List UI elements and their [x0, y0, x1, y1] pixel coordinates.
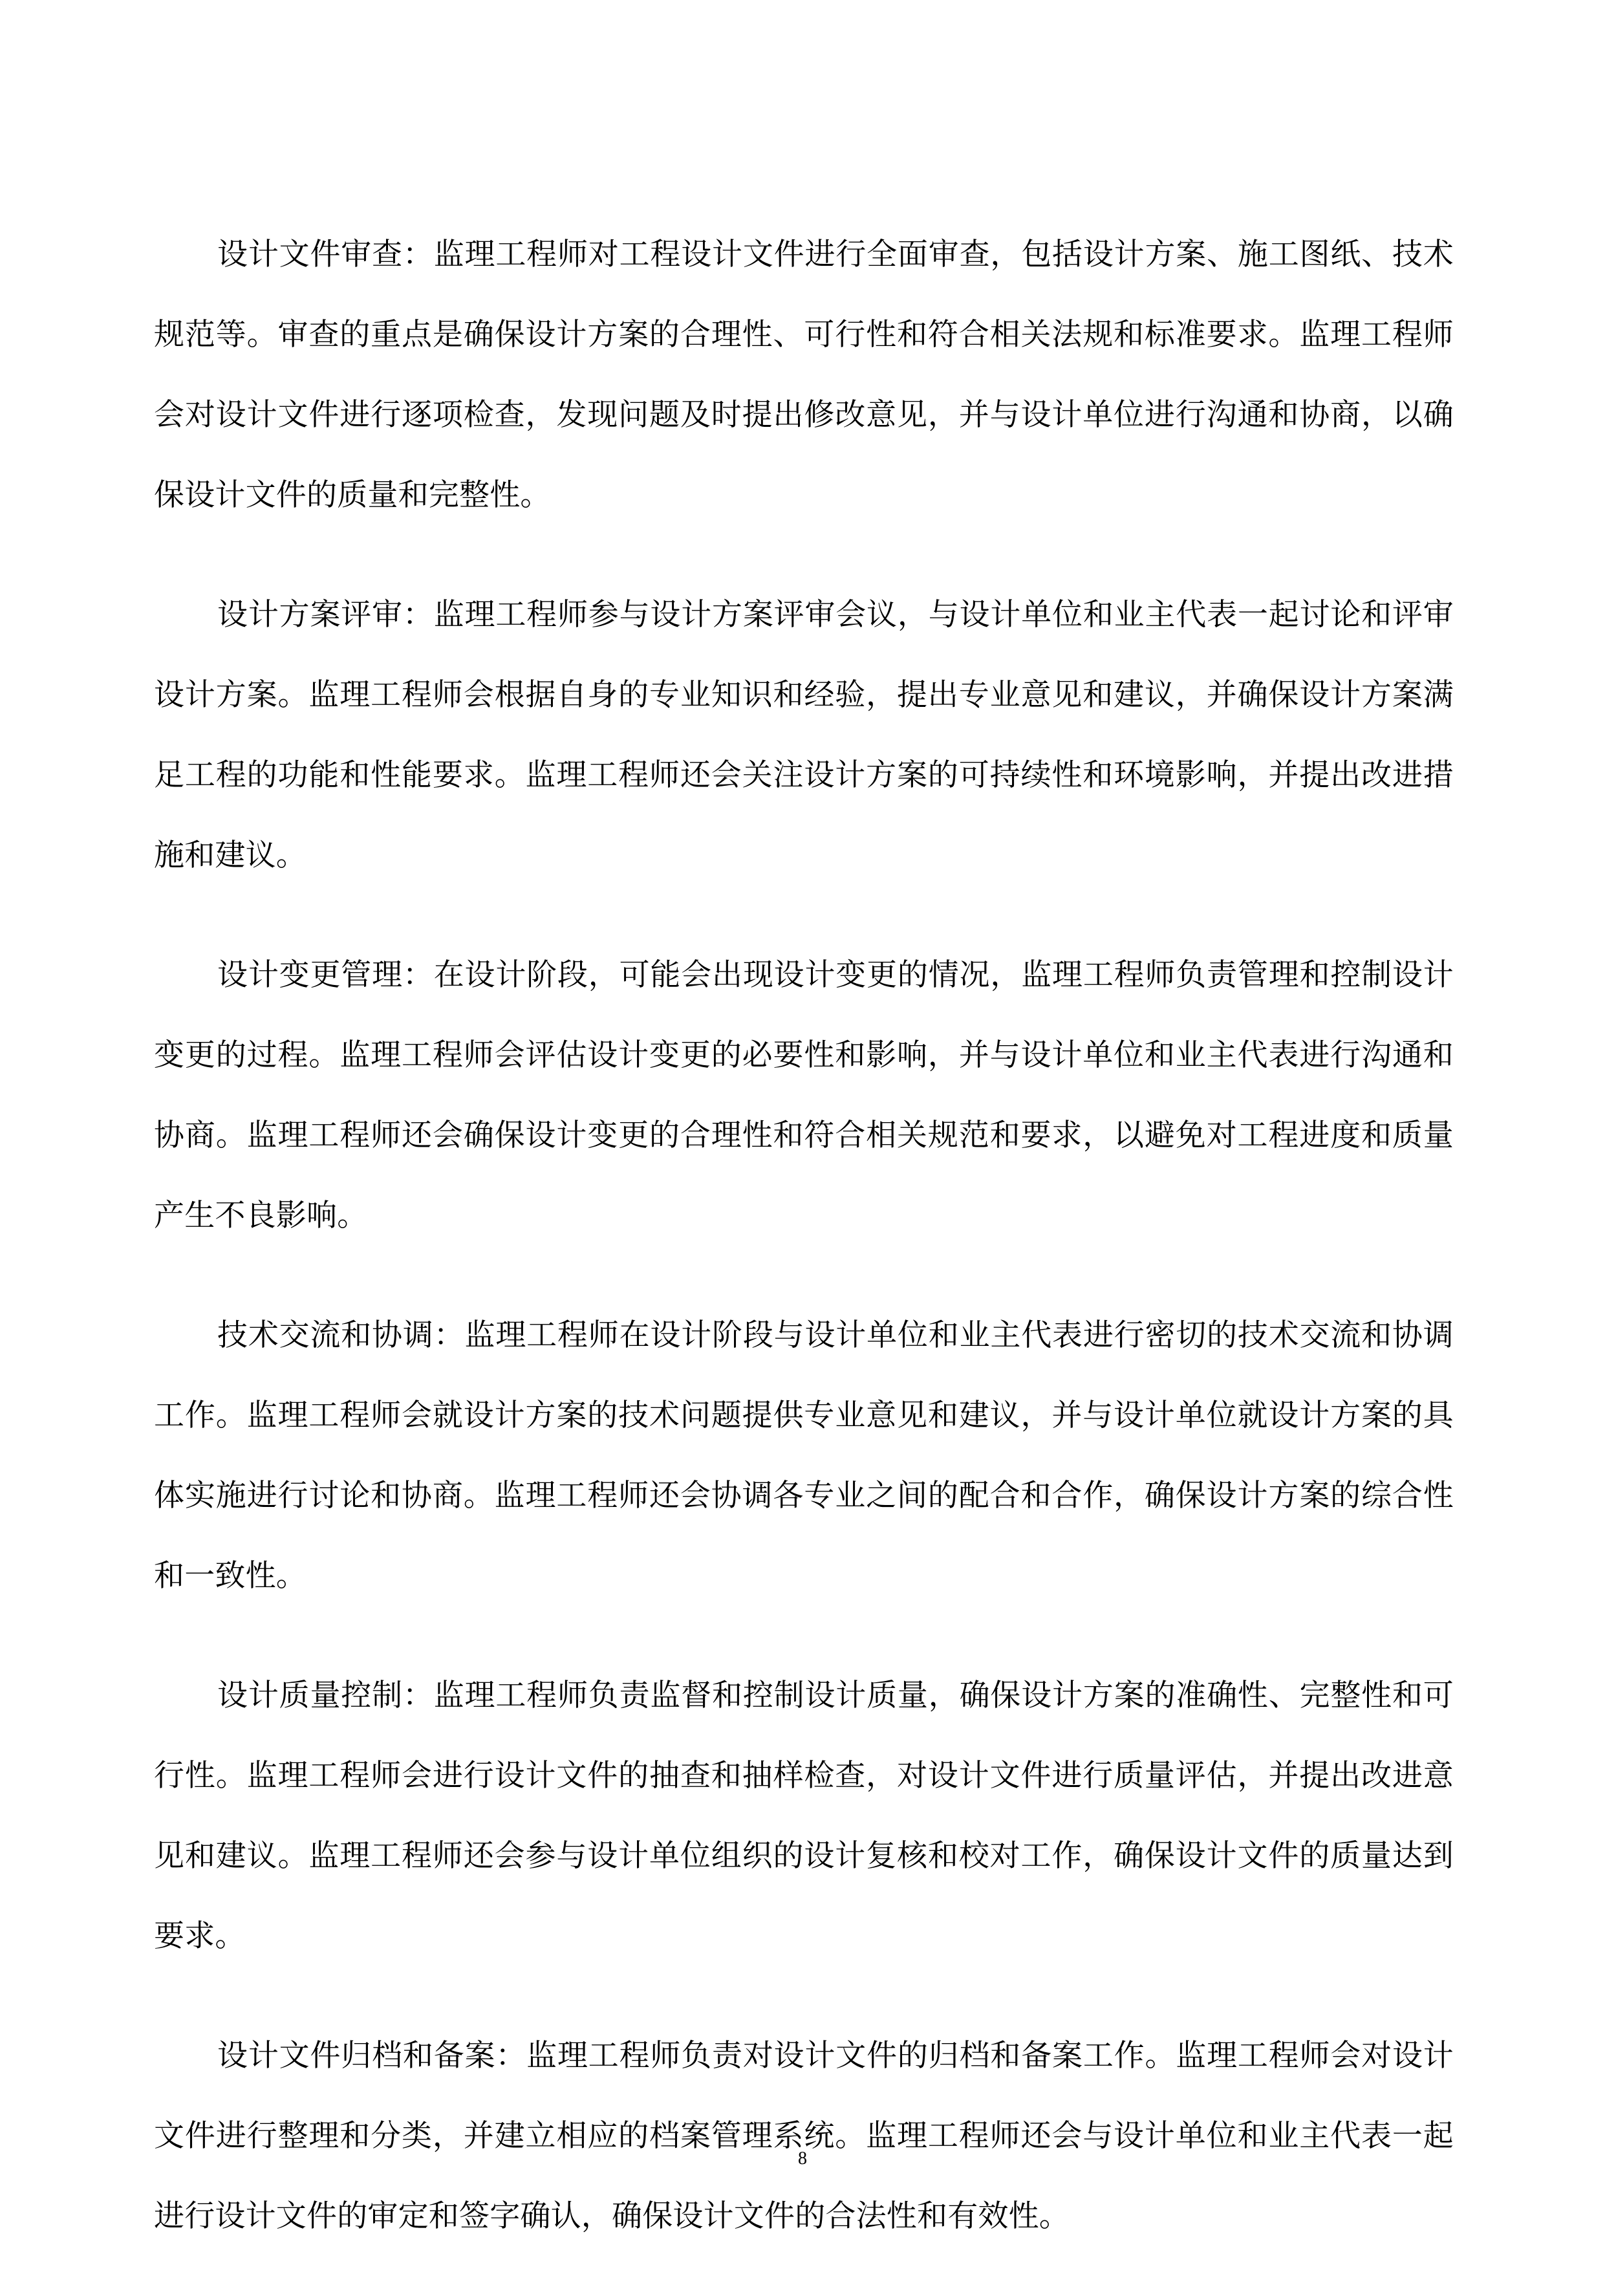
- paragraph-design-document-archiving: 设计文件归档和备案：监理工程师负责对设计文件的归档和备案工作。监理工程师会对设计文件进行整理和分类，并建立相应的档案管理系统。监理工程师还会与设计单位和业主代表一起进行设计文件的审定和签字确认，确保设计文件的合法性和有效性。: [154, 2038, 1454, 2234]
- paragraph-technical-communication: 技术交流和协调：监理工程师在设计阶段与设计单位和业主代表进行密切的技术交流和协调工作。监理工程师会就设计方案的技术问题提供专业意见和建议，并与设计单位就设计方案的具体实施进行讨论和协商。监理工程师还会协调各专业之间的配合和合作，确保设计方案的综合性和一致性。: [154, 1317, 1454, 1594]
- paragraph-design-quality-control: 设计质量控制：监理工程师负责监督和控制设计质量，确保设计方案的准确性、完整性和可行性。监理工程师会进行设计文件的抽查和抽样检查，对设计文件进行质量评估，并提出改进意见和建议。监理工程师还会参与设计单位组织的设计复核和校对工作，确保设计文件的质量达到要求。: [154, 1678, 1454, 1954]
- paragraph-design-scheme-evaluation: 设计方案评审：监理工程师参与设计方案评审会议，与设计单位和业主代表一起讨论和评审设计方案。监理工程师会根据自身的专业知识和经验，提出专业意见和建议，并确保设计方案满足工程的功能和性能要求。监理工程师还会关注设计方案的可持续性和环境影响，并提出改进措施和建议。: [154, 597, 1454, 873]
- paragraph-design-document-review: 设计文件审查：监理工程师对工程设计文件进行全面审查，包括设计方案、施工图纸、技术规范等。审查的重点是确保设计方案的合理性、可行性和符合相关法规和标准要求。监理工程师会对设计文件进行逐项检查，发现问题及时提出修改意见，并与设计单位进行沟通和协商，以确保设计文件的质量和完整性。: [154, 237, 1454, 513]
- document-body: [154, 215, 1454, 2296]
- page-number: 8: [798, 2149, 807, 2169]
- paragraph-design-change-management: 设计变更管理：在设计阶段，可能会出现设计变更的情况，监理工程师负责管理和控制设计变更的过程。监理工程师会评估设计变更的必要性和影响，并与设计单位和业主代表进行沟通和协商。监理工程师还会确保设计变更的合理性和符合相关规范和要求，以避免对工程进度和质量产生不良影响。: [154, 957, 1454, 1233]
